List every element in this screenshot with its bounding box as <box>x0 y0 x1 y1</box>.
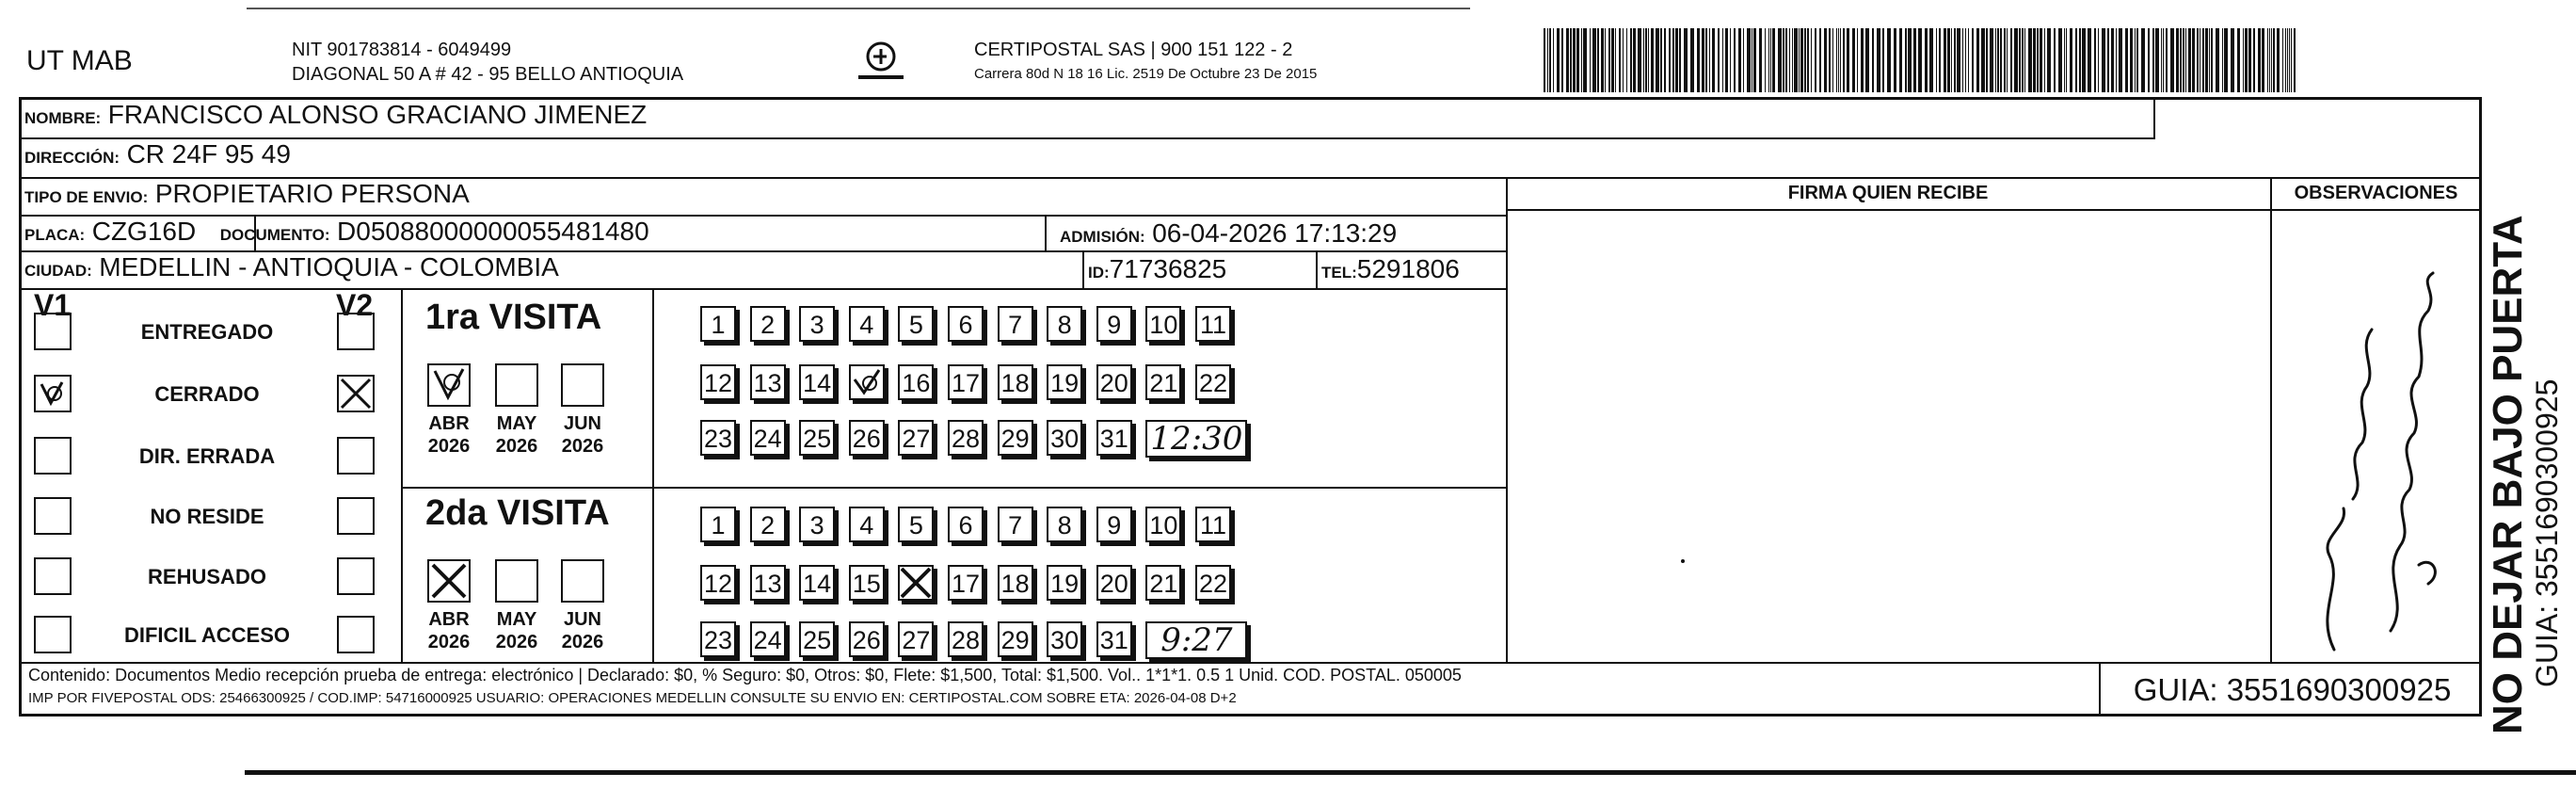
first-visit-title: 1ra VISITA <box>425 298 602 337</box>
tipo-value: PROPIETARIO PERSONA <box>154 179 470 208</box>
v1-checkbox[interactable] <box>34 313 72 350</box>
day-checkbox[interactable]: 11 <box>1195 507 1231 542</box>
firma-header: FIRMA QUIEN RECIBE <box>1787 183 1989 203</box>
day-checkbox[interactable]: 3 <box>799 507 835 542</box>
day-checkbox[interactable]: 22 <box>1195 565 1231 601</box>
day-checkbox[interactable]: 19 <box>1047 364 1082 400</box>
v2-checkbox[interactable] <box>337 557 375 595</box>
day-checkbox[interactable]: 23 <box>700 420 736 456</box>
placa-value: CZG16D <box>91 217 197 246</box>
v1-checkbox[interactable] <box>34 437 72 475</box>
day-checkbox[interactable]: 24 <box>750 621 786 657</box>
day-checkbox[interactable]: 25 <box>799 621 835 657</box>
tel-value: 5291806 <box>1356 254 1460 283</box>
direccion-value: CR 24F 95 49 <box>126 139 291 169</box>
v2-checkbox[interactable] <box>337 616 375 653</box>
day-checkbox[interactable]: 3 <box>799 306 835 342</box>
company-nit: NIT 901783814 - 6049499 <box>292 40 512 60</box>
documento-value: D05088000000055481480 <box>337 217 649 246</box>
day-checkbox[interactable]: 1 <box>700 306 736 342</box>
day-checkbox[interactable]: 9 <box>1096 507 1132 542</box>
visit-days-divider <box>652 290 654 663</box>
barcode-icon <box>1544 28 2296 92</box>
day-checkbox[interactable]: 30 <box>1047 621 1082 657</box>
day-checkbox[interactable]: 28 <box>948 420 984 456</box>
month-label: JUN 2026 <box>561 413 604 457</box>
second-visit-title: 2da VISITA <box>425 493 610 533</box>
carrier-info <box>974 38 1317 87</box>
visit-time: 9:27 <box>1145 621 1247 659</box>
v1-header: V1 <box>34 288 72 322</box>
tipo-row: TIPO DE ENVIO: PROPIETARIO PERSONA <box>19 179 1508 217</box>
day-checkbox[interactable]: 6 <box>948 306 984 342</box>
carrier-name: CERTIPOSTAL SAS | 900 151 122 - 2 <box>974 40 1293 60</box>
day-checkbox[interactable]: 29 <box>998 420 1033 456</box>
status-label: CERRADO <box>154 382 260 406</box>
status-label: REHUSADO <box>148 565 266 588</box>
month-checkbox[interactable] <box>495 363 538 407</box>
v2-checkbox[interactable] <box>337 497 375 535</box>
month-label: ABR 2026 <box>427 609 471 652</box>
day-checkbox[interactable]: 14 <box>799 565 835 601</box>
observation-handwriting <box>2278 254 2475 659</box>
direccion-row: DIRECCIÓN: CR 24F 95 49 <box>19 139 2482 179</box>
company-name: UT MAB <box>26 45 133 76</box>
day-checkbox[interactable]: 27 <box>898 420 934 456</box>
status-label: NO RESIDE <box>150 505 264 528</box>
day-checkbox[interactable]: 28 <box>948 621 984 657</box>
day-checkbox[interactable] <box>898 565 934 601</box>
footer-imp: IMP POR FIVEPOSTAL ODS: 25466300925 / COD.IMP: 54716000925 USUARIO: OPERACIONES MEDELLIN CONSULTE SU ENVIO EN: CERTIPOSTAL.COM SOBRE ETA: 2026-04-08 D+2 <box>28 690 1237 706</box>
day-checkbox[interactable]: 15 <box>849 565 885 601</box>
carrier-license: Carrera 80d N 18 16 Lic. 2519 De Octubre 23 De 2015 <box>974 66 1318 82</box>
day-checkbox[interactable]: 13 <box>750 565 786 601</box>
ciudad-value: MEDELLIN - ANTIOQUIA - COLOMBIA <box>99 252 559 282</box>
day-checkbox[interactable]: 13 <box>750 364 786 400</box>
observaciones-header: OBSERVACIONES <box>2294 183 2458 203</box>
day-checkbox[interactable]: 6 <box>948 507 984 542</box>
day-checkbox[interactable]: 10 <box>1145 507 1181 542</box>
status-label: DIR. ERRADA <box>138 444 276 468</box>
day-checkbox[interactable]: 23 <box>700 621 736 657</box>
day-checkbox[interactable]: 8 <box>1047 306 1082 342</box>
day-checkbox[interactable]: 21 <box>1145 364 1181 400</box>
day-checkbox[interactable]: 9 <box>1096 306 1132 342</box>
day-checkbox[interactable]: 10 <box>1145 306 1181 342</box>
visit-split-divider <box>401 487 1506 489</box>
day-checkbox[interactable]: 20 <box>1096 364 1132 400</box>
day-checkbox[interactable]: 1 <box>700 507 736 542</box>
day-checkbox[interactable]: 21 <box>1145 565 1181 601</box>
day-checkbox[interactable]: 20 <box>1096 565 1132 601</box>
top-divider <box>247 8 1470 9</box>
day-checkbox[interactable]: 4 <box>849 306 885 342</box>
v1-checkbox[interactable] <box>34 375 72 412</box>
bottom-divider <box>245 770 2576 775</box>
footer-contenido: Contenido: Documentos Medio recepción prueba de entrega: electrónico | Declarado: $0, % Seguro: $0, Otros: $0, Flete: $1,500, Total: $1,500. Vol.. 1*1*1. 0.5 1 Unid. COD. POSTAL. 050005 <box>28 666 1462 684</box>
day-checkbox[interactable]: 5 <box>898 507 934 542</box>
v2-checkbox[interactable] <box>337 375 375 412</box>
signature-mark <box>1681 559 1685 563</box>
id-value: 71736825 <box>1109 254 1227 283</box>
nombre-value: FRANCISCO ALONSO GRACIANO JIMENEZ <box>107 100 648 129</box>
day-checkbox[interactable]: 18 <box>998 565 1033 601</box>
day-checkbox[interactable]: 2 <box>750 306 786 342</box>
day-checkbox[interactable]: 12 <box>700 364 736 400</box>
status-label: DIFICIL ACCESO <box>123 623 290 647</box>
day-checkbox[interactable]: 19 <box>1047 565 1082 601</box>
day-checkbox[interactable]: 22 <box>1195 364 1231 400</box>
month-label: MAY 2026 <box>495 609 538 652</box>
v2-checkbox[interactable] <box>337 313 375 350</box>
certipostal-logo-icon <box>853 40 909 85</box>
day-checkbox[interactable]: 30 <box>1047 420 1082 456</box>
divider <box>2153 100 2155 139</box>
admision-value: 06-04-2026 17:13:29 <box>1152 218 1398 248</box>
v1-checkbox[interactable] <box>34 497 72 535</box>
day-checkbox[interactable]: 8 <box>1047 507 1082 542</box>
month-checkbox[interactable] <box>495 559 538 603</box>
day-checkbox[interactable]: 26 <box>849 621 885 657</box>
day-checkbox[interactable]: 25 <box>799 420 835 456</box>
month-label: ABR 2026 <box>427 413 471 457</box>
day-checkbox[interactable]: 17 <box>948 364 984 400</box>
day-checkbox[interactable]: 7 <box>998 306 1033 342</box>
status-visit-divider <box>401 290 403 663</box>
month-label: JUN 2026 <box>561 609 604 652</box>
day-checkbox[interactable]: 31 <box>1096 621 1132 657</box>
day-checkbox[interactable]: 5 <box>898 306 934 342</box>
day-checkbox[interactable]: 26 <box>849 420 885 456</box>
day-checkbox[interactable]: 24 <box>750 420 786 456</box>
v2-header: V2 <box>336 288 374 322</box>
company-info <box>292 38 683 87</box>
day-checkbox[interactable]: 11 <box>1195 306 1231 342</box>
day-checkbox[interactable]: 17 <box>948 565 984 601</box>
nombre-row: NOMBRE: FRANCISCO ALONSO GRACIANO JIMENEZ <box>19 100 2155 139</box>
v1-checkbox[interactable] <box>34 616 72 653</box>
day-checkbox[interactable]: 14 <box>799 364 835 400</box>
ciudad-row: CIUDAD: MEDELLIN - ANTIOQUIA - COLOMBIA ID:71736825 TEL:5291806 <box>19 252 1508 290</box>
day-checkbox[interactable]: 4 <box>849 507 885 542</box>
side-warning: NO DEJAR BAJO PUERTA <box>2485 215 2531 734</box>
month-checkbox[interactable] <box>561 559 604 603</box>
day-checkbox[interactable]: 16 <box>898 364 934 400</box>
side-guia: GUIA: 3551690300925 <box>2530 378 2564 687</box>
obs-left-divider <box>2270 179 2272 663</box>
day-checkbox[interactable]: 29 <box>998 621 1033 657</box>
day-checkbox[interactable] <box>849 364 885 400</box>
firma-left-divider <box>1506 179 1508 663</box>
day-checkbox[interactable]: 31 <box>1096 420 1132 456</box>
month-checkbox[interactable] <box>427 559 471 603</box>
v2-checkbox[interactable] <box>337 437 375 475</box>
company-address: DIAGONAL 50 A # 42 - 95 BELLO ANTIOQUIA <box>292 64 684 85</box>
visit-time: 12:30 <box>1145 420 1247 458</box>
status-label: ENTREGADO <box>140 320 274 344</box>
footer-guia: GUIA: 3551690300925 <box>2099 663 2484 717</box>
columns-header-divider <box>1506 209 2482 211</box>
day-checkbox[interactable]: 18 <box>998 364 1033 400</box>
day-checkbox[interactable]: 12 <box>700 565 736 601</box>
day-checkbox[interactable]: 7 <box>998 507 1033 542</box>
month-checkbox[interactable] <box>427 363 471 407</box>
month-checkbox[interactable] <box>561 363 604 407</box>
placa-row: PLACA: CZG16D DOCUMENTO: D05088000000055481480 ADMISIÓN: 06-04-2026 17:13:29 <box>19 217 1508 252</box>
day-checkbox[interactable]: 2 <box>750 507 786 542</box>
day-checkbox[interactable]: 27 <box>898 621 934 657</box>
v1-checkbox[interactable] <box>34 557 72 595</box>
month-label: MAY 2026 <box>495 413 538 457</box>
